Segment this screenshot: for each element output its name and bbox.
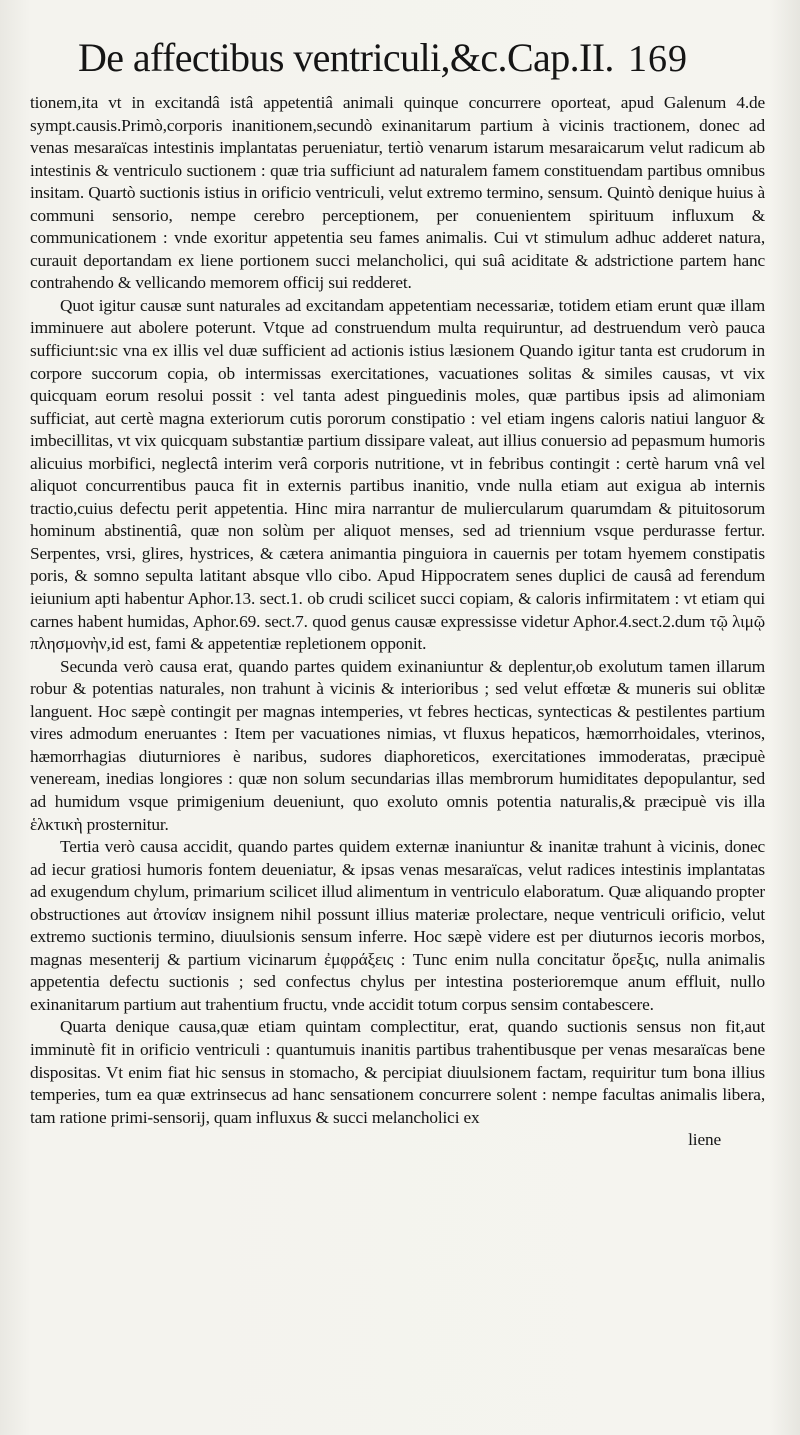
paragraph-2: Quot igitur causæ sunt naturales ad excitandam appetentiam necessariæ, totidem etiam erunt quæ illam imminuere aut abolere poterunt. Vtque ad construendum multa requiruntur, ad destruendum verò pauca sufficiunt:sic vna ex illis vel duæ sufficient ad actionis istius læsionem Quando igitur tanta est crudorum in corpore succorum copia, ob intermissas exercitationes, vacuationes solitas & similes causas, vt vix quicquam eorum resolui possit : vel tanta adest pinguedinis moles, quæ partibus ipsis ad alimoniam sufficiat, aut certè magna exteriorum cutis pororum constipatio : vel etiam ingens caloris natiui languor & imbecillitas, vt vix quicquam substantiæ partium dissipare valeat, aut illius conuersio ad pepasmum humoris alicuius morbifici, neglectâ interim verâ corporis nutritione, vt in febribus contingit : certè harum vnâ vel aliquot concurrentibus pauca fit in externis partibus inanitio, vnde nulla etiam aut exigua ab internis tractio,cuius defectu perit appetentia. Hinc mira narrantur de muliercularum quarumdam & pituitosorum hominum abstinentiâ, quæ non solùm per aliquot menses, sed ad triennium vsque perdurasse fertur. Serpentes, vrsi, glires, hystrices, & cætera animantia pinguiora in cauernis per totam hyemem constipatis poris, & somno sepulta latitant absque vllo cibo. Apud Hippocratem senes duplici de causâ ad ferendum ieiunium apti habentur Aphor.13. sect.1. ob crudi scilicet succi copiam, & caloris infirmitatem : vt etiam qui carnes habent humidas, Aphor.69. sect.7. quod genus causæ expressisse videtur Aphor.4.sect.2.dum τῷ λιμῷ πλησμονὴν,id est, fami & appetentiæ repletionem opponit. xyxy=(30,295,765,654)
paragraph-4: Tertia verò causa accidit, quando partes quidem externæ inaniuntur & inanitæ trahunt à vicinis, donec ad iecur gratiosi humoris fontem deueniatur, & ipsas venas mesaraïcas, velut radices intestinis implantatas ad exugendum chylum, primarium scilicet illud alimentum in ventriculo elaboratum. Quæ aliquando propter obstructiones aut ἀτονίαν insignem nihil possunt illius materiæ prolectare, neque ventriculi orificio, velut extremo suctionis termino, diuulsionis sensum inferre. Hoc sæpè videre est per diuturnos iecoris morbos, magnas mesenterij & partium vicinarum ἐμφράξεις : Tunc enim nulla concitatur ὄρεξις, nulla animalis appetentia defectu suctionis ; sed confectus chylus per intestina posterioremque anum effluit, nullo exinanitarum partium aut trahentium fructu, vnde accidit totum corpus sensim contabescere. xyxy=(30,837,765,1014)
page-number: 169 xyxy=(628,38,688,80)
running-title: De affectibus ventriculi,&c.Cap.II. xyxy=(78,35,614,80)
catchword: liene xyxy=(688,1130,721,1150)
text-body xyxy=(30,92,765,1152)
paragraph-5: Quarta denique causa,quæ etiam quintam complectitur, erat, quando suctionis sensus non fit,aut imminutè fit in orificio ventriculi : quantumuis inanitis partibus trahentibusque per venas mesaraïcas bene dispositas. Vt enim fiat hic sensus in stomacho, & percipiat diuulsionem factam, requiritur tum bona illius temperies, tum ea quæ extrinsecus ad hanc sensationem concurrere solent : nempe facultas animalis libera, tam ratione primi-sensorij, quam influxus & succi melancholici ex xyxy=(30,1017,765,1127)
paragraph-3: Secunda verò causa erat, quando partes quidem exinaniuntur & deplentur,ob exolutum tamen illarum robur & potentias naturales, non trahunt à vicinis & interioribus ; sed velut effœtæ & muneris sui oblitæ languent. Hoc sæpè contingit per magnas intemperies, vt febres hecticas, syntecticas & pestilentes partium vires admodum eneruantes : Item per vacuationes nimias, vt fluxus hepaticos, hæmorrhoidales, vterinos, hæmorrhagias diuturniores è naribus, sudores diaphoreticos, exercitationes immoderatas, præcipuè veneream, inedias longiores : quæ non solum secundarias illas membrorum humiditates depopulantur, sed ad humidum vsque primigenium deueniunt, quo exoluto omnis potentia naturalis,& præcipuè vis illa ἑλκτικὴ prosternitur. xyxy=(30,656,765,834)
paragraph-1: tionem,ita vt in excitandâ istâ appetentiâ animali quinque concurrere oporteat, apud Galenum 4.de sympt.causis.Primò,corporis inanitionem,secundò exinanitarum partium à vicinis tractionem, donec ad venas mesaraïcas intestinis implantatas perueniatur, tertiò venarum istarum mesaraicarum velut radicum ab intestinis & ventriculo suctionem : quæ tria sufficiunt ad naturalem famem constituendam partibus omnibus insitam. Quartò suctionis istius in orificio ventriculi, velut extremo termino, sensum. Quintò denique huius à communi sensorio, nempe cerebro perceptionem, per conuenientem spirituum influxum & communicationem : vnde exoritur appetentia seu fames animalis. Cui vt stimulum adhuc adderet natura, curauit deportandam ex liene portionem succi melancholici, qui suâ aciditate & adstrictione partem hanc contrahendo & vellicando memorem officij sui redderet. xyxy=(30,93,765,293)
running-header xyxy=(78,34,688,81)
